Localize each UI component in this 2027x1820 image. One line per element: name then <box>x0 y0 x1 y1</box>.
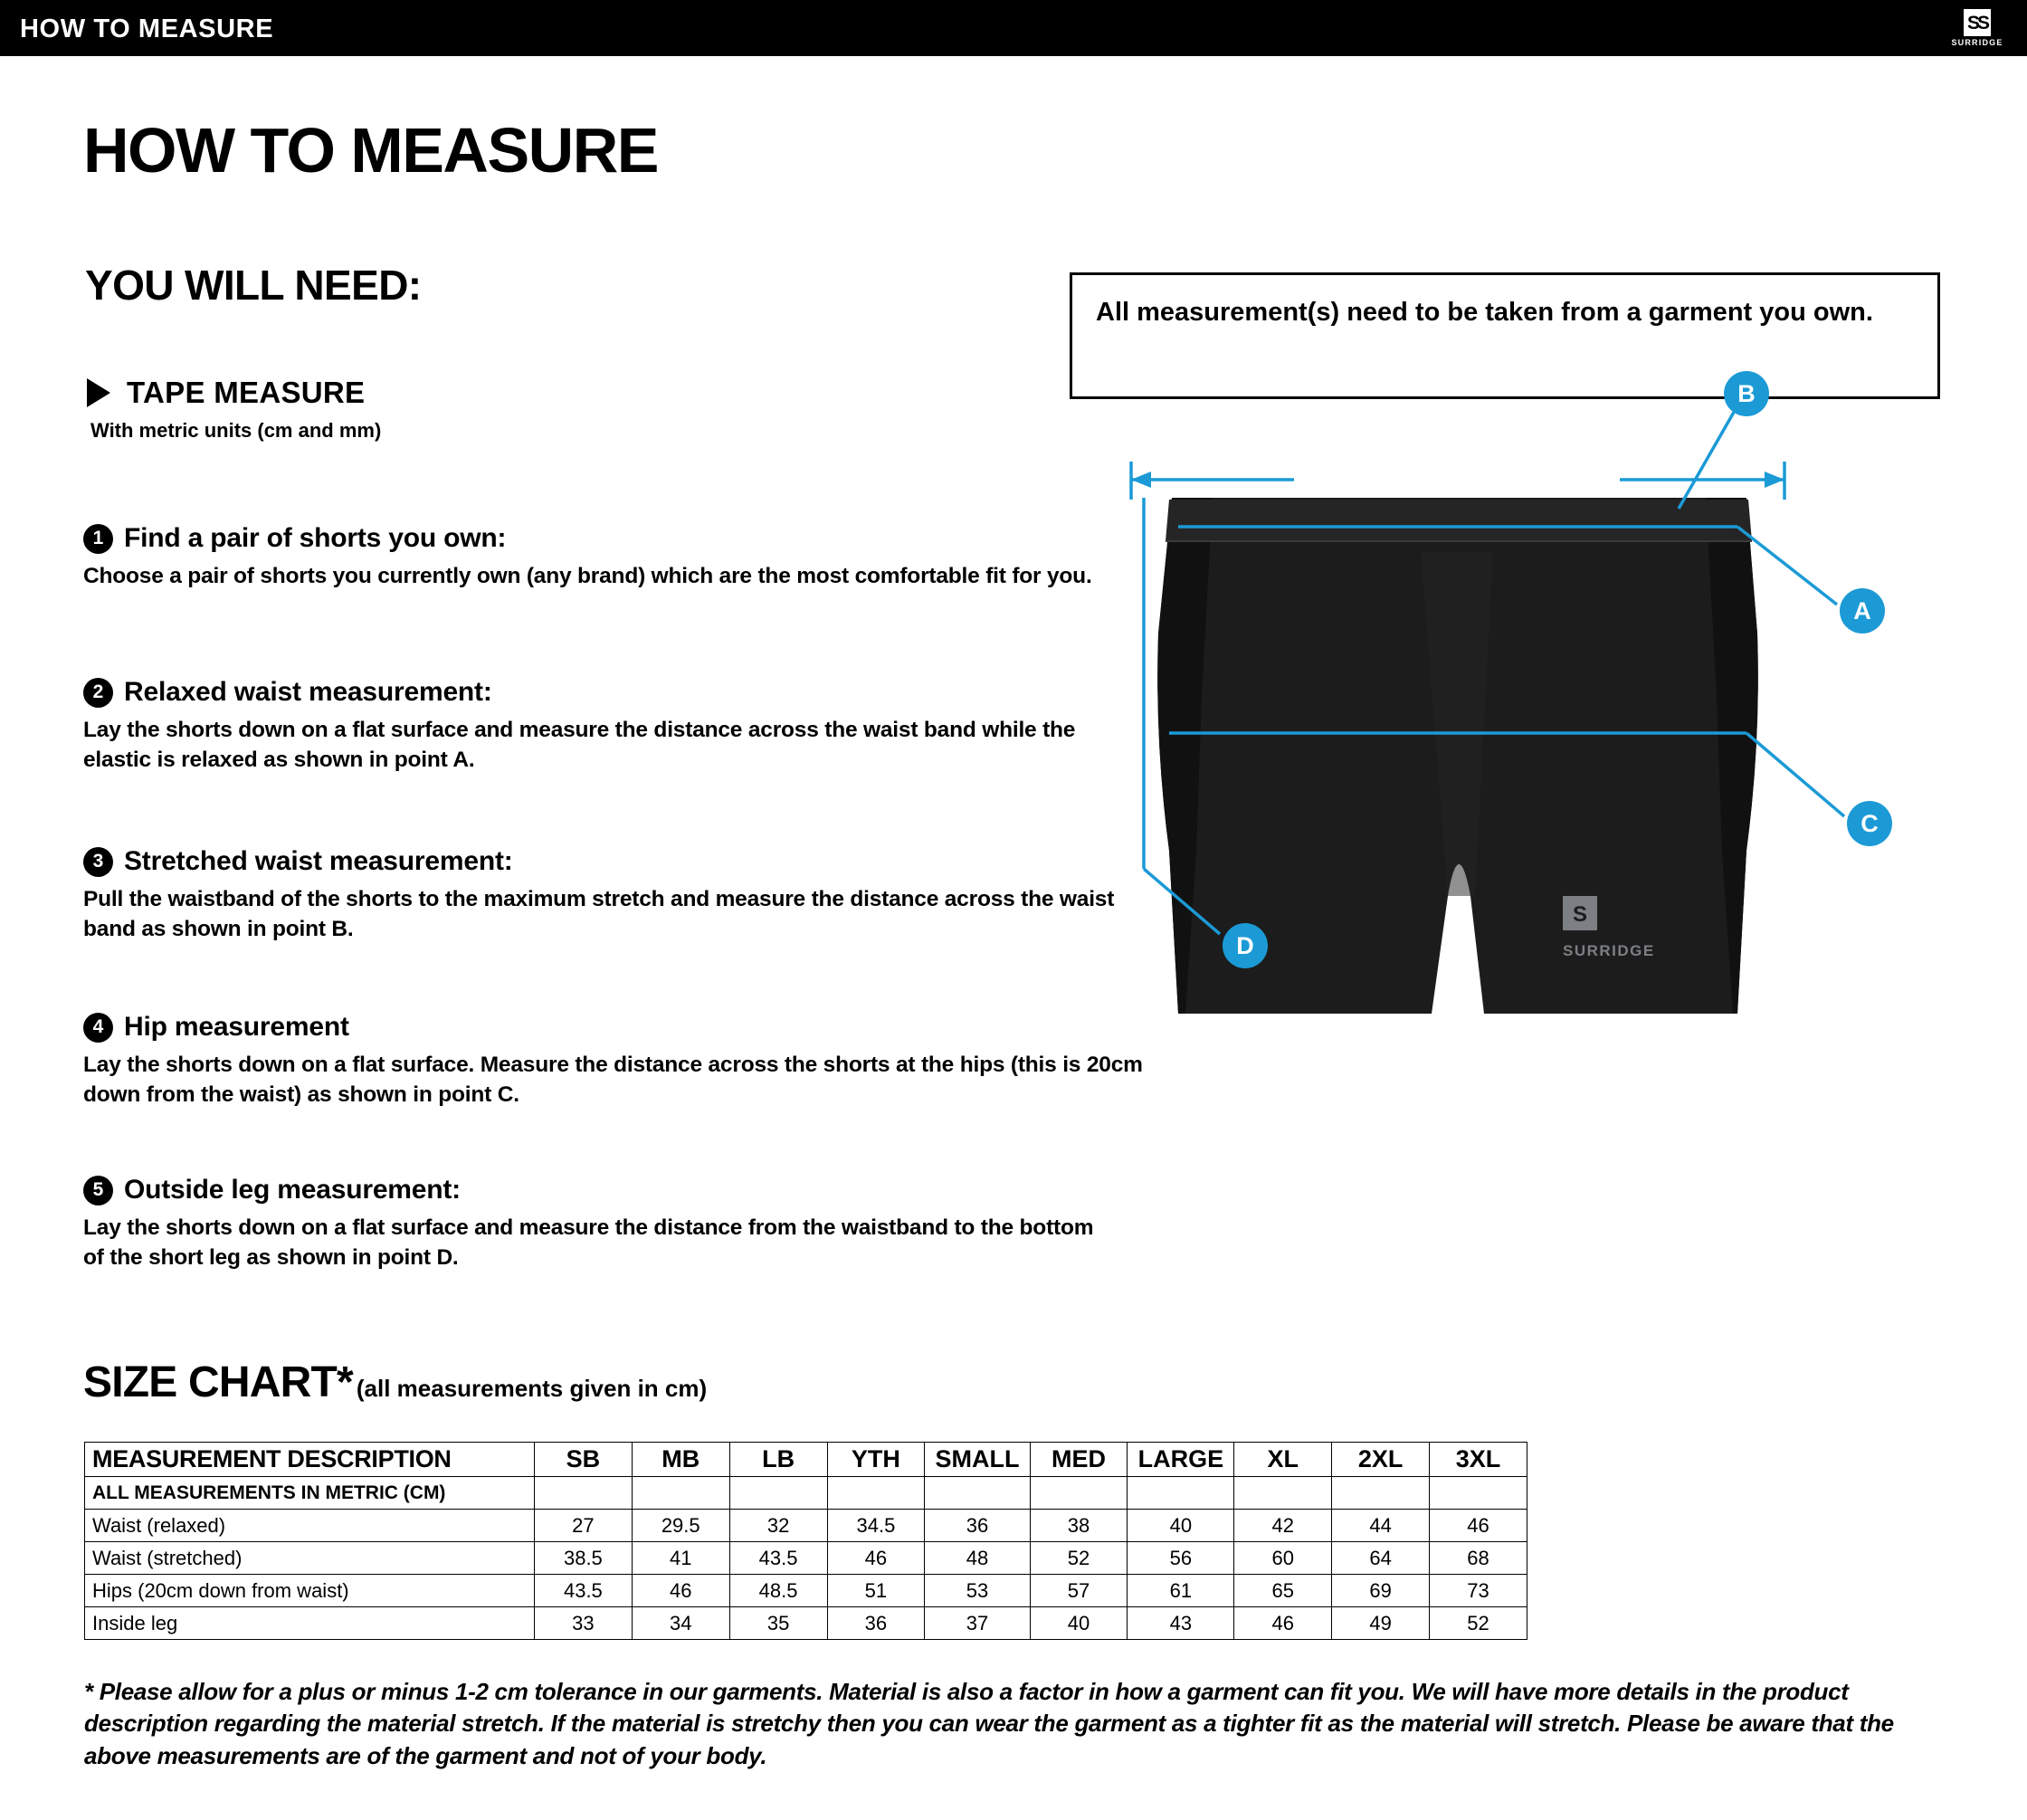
cell: 34.5 <box>827 1510 925 1542</box>
row-label: Inside leg <box>85 1607 535 1640</box>
column-header-mb: MB <box>632 1443 729 1477</box>
brand-logo <box>1949 4 2005 52</box>
cell: 46 <box>632 1575 729 1607</box>
step-title: Outside leg measurement: <box>124 1175 461 1205</box>
empty-cell <box>1332 1477 1430 1510</box>
column-header-med: MED <box>1030 1443 1128 1477</box>
cell: 37 <box>925 1607 1030 1640</box>
callout-b <box>1724 371 1769 416</box>
tape-measure-label: TAPE MEASURE <box>127 376 366 409</box>
step-2 <box>83 677 1106 775</box>
cell: 43.5 <box>534 1575 632 1607</box>
svg-text:S: S <box>1572 902 1588 927</box>
cell: 51 <box>827 1575 925 1607</box>
step-body: Lay the shorts down on a flat surface and measure the distance across the waist band while the elastic is relaxed as shown in point A. <box>83 718 1076 772</box>
row-label: Hips (20cm down from waist) <box>85 1575 535 1607</box>
cell: 43.5 <box>729 1542 827 1575</box>
step-number: 3 <box>83 847 113 877</box>
cell: 40 <box>1030 1607 1128 1640</box>
cell: 29.5 <box>632 1510 729 1542</box>
units-label: ALL MEASUREMENTS IN METRIC (CM) <box>85 1477 535 1510</box>
cell: 64 <box>1332 1542 1430 1575</box>
column-header-large: LARGE <box>1128 1443 1234 1477</box>
cell: 46 <box>827 1542 925 1575</box>
svg-text:C: C <box>1860 810 1879 837</box>
garment-diagram <box>1113 380 2000 1312</box>
table-row <box>85 1510 1527 1542</box>
step-body: Choose a pair of shorts you currently own (any brand) which are the most comfortable fit for you. <box>83 564 1092 588</box>
table-row <box>85 1607 1527 1640</box>
column-header-yth: YTH <box>827 1443 925 1477</box>
cell: 38.5 <box>534 1542 632 1575</box>
footnote-text: * Please allow for a plus or minus 1-2 cm tolerance in our garments. Material is also a factor in how a garment can fit you. We will have more details in the product description regarding the material stretch. If the material is stretchy then you can wear the garment as a tighter fit as the material will stretch. Please be aware that the above measurements are of the garment and not of your body. <box>84 1678 1894 1769</box>
step-title: Stretched waist measurement: <box>124 846 513 876</box>
step-body: Pull the waistband of the shorts to the maximum stretch and measure the distance across the waist band as shown in point B. <box>83 887 1115 941</box>
table-row <box>85 1542 1527 1575</box>
cell: 48.5 <box>729 1575 827 1607</box>
callout-c <box>1847 801 1892 846</box>
table-row-units <box>85 1477 1527 1510</box>
cell: 65 <box>1234 1575 1332 1607</box>
empty-cell <box>632 1477 729 1510</box>
empty-cell <box>1128 1477 1234 1510</box>
cell: 38 <box>1030 1510 1128 1542</box>
column-header-sb: SB <box>534 1443 632 1477</box>
cell: 27 <box>534 1510 632 1542</box>
column-header-lb: LB <box>729 1443 827 1477</box>
size-chart-title: SIZE CHART* <box>83 1358 353 1406</box>
cell: 49 <box>1332 1607 1430 1640</box>
cell: 73 <box>1430 1575 1527 1607</box>
empty-cell <box>925 1477 1030 1510</box>
step-5 <box>83 1175 1106 1272</box>
cell: 41 <box>632 1542 729 1575</box>
step-1 <box>83 523 1106 592</box>
svg-text:D: D <box>1236 932 1254 959</box>
step-3 <box>83 846 1115 944</box>
cell: 35 <box>729 1607 827 1640</box>
cell: 57 <box>1030 1575 1128 1607</box>
step-title: Hip measurement <box>124 1012 349 1042</box>
cell: 40 <box>1128 1510 1234 1542</box>
cell: 61 <box>1128 1575 1234 1607</box>
step-number: 1 <box>83 524 113 554</box>
cell: 42 <box>1234 1510 1332 1542</box>
column-header-2xl: 2XL <box>1332 1443 1430 1477</box>
you-will-need-heading: YOU WILL NEED: <box>85 262 422 309</box>
step-number: 4 <box>83 1013 113 1043</box>
empty-cell <box>534 1477 632 1510</box>
tape-measure-sublabel: With metric units (cm and mm) <box>90 419 382 442</box>
empty-cell <box>827 1477 925 1510</box>
step-number: 2 <box>83 678 113 708</box>
notice-box <box>1070 272 1940 399</box>
cell: 34 <box>632 1607 729 1640</box>
table-header-row <box>85 1443 1527 1477</box>
size-chart-table <box>84 1442 1527 1640</box>
cell: 36 <box>827 1607 925 1640</box>
column-header-3xl: 3XL <box>1430 1443 1527 1477</box>
step-body: Lay the shorts down on a flat surface and measure the distance from the waistband to the bottom of the short leg as shown in point D. <box>83 1215 1094 1270</box>
empty-cell <box>1030 1477 1128 1510</box>
cell: 68 <box>1430 1542 1527 1575</box>
step-title: Relaxed waist measurement: <box>124 677 492 707</box>
cell: 48 <box>925 1542 1030 1575</box>
cell: 53 <box>925 1575 1030 1607</box>
column-header-description: MEASUREMENT DESCRIPTION <box>85 1443 535 1477</box>
callout-d <box>1223 923 1268 968</box>
size-chart-subtitle: (all measurements given in cm) <box>356 1375 708 1402</box>
column-header-xl: XL <box>1234 1443 1332 1477</box>
cell: 46 <box>1430 1510 1527 1542</box>
brand-mark-icon: SS <box>1964 9 1991 36</box>
row-label: Waist (relaxed) <box>85 1510 535 1542</box>
svg-text:B: B <box>1737 380 1756 407</box>
top-bar-title: HOW TO MEASURE <box>20 14 274 43</box>
size-chart-heading <box>83 1358 707 1407</box>
cell: 60 <box>1234 1542 1332 1575</box>
svg-text:SURRIDGE: SURRIDGE <box>1563 942 1655 959</box>
cell: 56 <box>1128 1542 1234 1575</box>
step-number: 5 <box>83 1176 113 1205</box>
notice-text: All measurement(s) need to be taken from a garment you own. <box>1096 298 1873 327</box>
column-header-small: SMALL <box>925 1443 1030 1477</box>
tape-measure-row <box>87 376 365 410</box>
empty-cell <box>1430 1477 1527 1510</box>
row-label: Waist (stretched) <box>85 1542 535 1575</box>
step-body: Lay the shorts down on a flat surface. Measure the distance across the shorts at the hips (this is 20cm down from the waist) as shown in point C. <box>83 1053 1143 1107</box>
cell: 52 <box>1030 1542 1128 1575</box>
top-bar <box>0 0 2027 56</box>
cell: 36 <box>925 1510 1030 1542</box>
empty-cell <box>1234 1477 1332 1510</box>
step-4 <box>83 1012 1143 1110</box>
cell: 33 <box>534 1607 632 1640</box>
cell: 46 <box>1234 1607 1332 1640</box>
callout-a <box>1840 588 1885 634</box>
cell: 32 <box>729 1510 827 1542</box>
page-title: HOW TO MEASURE <box>83 115 658 186</box>
triangle-bullet-icon <box>87 378 110 407</box>
table-row <box>85 1575 1527 1607</box>
cell: 44 <box>1332 1510 1430 1542</box>
svg-text:A: A <box>1853 597 1871 624</box>
step-title: Find a pair of shorts you own: <box>124 523 507 553</box>
cell: 43 <box>1128 1607 1234 1640</box>
brand-name: SURRIDGE <box>1951 38 2003 47</box>
cell: 52 <box>1430 1607 1527 1640</box>
empty-cell <box>729 1477 827 1510</box>
cell: 69 <box>1332 1575 1430 1607</box>
